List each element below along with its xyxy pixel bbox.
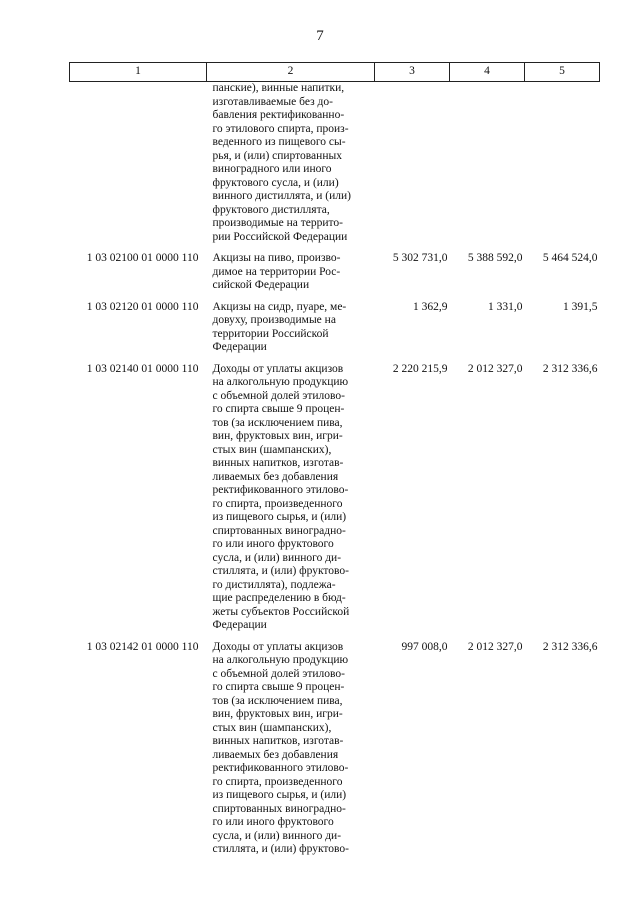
row-code: 1 03 02120 01 0000 110	[86, 300, 199, 313]
table-row	[70, 301, 600, 355]
row-value-2: 2 012 327,0	[467, 640, 523, 653]
row-value-1: 997 008,0	[401, 640, 448, 653]
row-value-1: 5 302 731,0	[392, 252, 448, 264]
table-row	[70, 363, 600, 633]
row-value-2: 2 012 327,0	[467, 362, 523, 375]
budget-revenue-table	[69, 62, 600, 857]
row-value-3: 2 312 336,6	[542, 362, 598, 375]
row-value-1: 2 220 215,9	[392, 362, 448, 375]
row-code: 1 03 02100 01 0000 110	[86, 252, 199, 264]
row-value-3: 2 312 336,6	[542, 640, 598, 653]
column-header: 5	[525, 63, 600, 82]
row-name: Доходы от уплаты акцизов на алкогольную продукцию с объемной долей этилово- го спирта свыше 9 процен- тов (за исключением пива, вин, фруктовых вин, игри- стых вин (шампанских), винных напитков, изготав- ливаемых без добавления ректификованного этилово- го спирта, произведенного из пищевого сырья, и (или) спиртованных виноградно- го или иного фруктового сусла, и (или) винного ди- стиллята, и (или) фруктово- го дистиллята), подлежа- щие распределению в бюд- жеты субъектов Российской Федерации	[212, 362, 350, 631]
table-row-continuation	[70, 82, 600, 245]
row-value-2: 5 388 592,0	[467, 252, 523, 264]
column-header: 2	[207, 63, 375, 82]
page-number: 7	[316, 28, 324, 44]
row-value-2: 1 331,0	[488, 300, 523, 313]
row-name: Акцизы на сидр, пуаре, ме- довуху, производимые на территории Российской Федерации	[212, 300, 347, 353]
row-name: Доходы от уплаты акцизов на алкогольную продукцию с объемной долей этилово- го спирта свыше 9 процен- тов (за исключением пива, вин, фруктовых вин, игри- стых вин (шампанских), винных напитков, изготав- ливаемых без добавления ректификованного этилово- го спирта, произведенного из пищевого сырья, и (или) спиртованных виноградно- го или иного фруктового сусла, и (или) винного ди- стиллята, и (или) фруктово-	[212, 640, 349, 855]
column-header: 1	[70, 63, 207, 82]
row-value-1: 1 362,9	[413, 300, 448, 313]
row-code: 1 03 02142 01 0000 110	[86, 640, 199, 653]
column-header: 4	[450, 63, 525, 82]
table-row	[70, 641, 600, 857]
row-name: панские), винные напитки, изготавливаемые без до- бавления ректификованно- го этилового спирта, произ- веденного из пищевого сы- рья, и (или) спиртованных виноградного или иного фруктового сусла, и (или) винного дистиллята, и (или) фруктового дистиллята, производимые на террито- рии Российской Федерации	[212, 82, 352, 243]
row-name: Акцизы на пиво, произво- димое на территории Рос- сийской Федерации	[212, 252, 341, 291]
row-value-3: 5 464 524,0	[542, 252, 598, 264]
table-row	[70, 252, 600, 293]
column-header: 3	[375, 63, 450, 82]
table-header-row	[70, 63, 600, 82]
row-code: 1 03 02140 01 0000 110	[86, 362, 199, 375]
row-value-3: 1 391,5	[563, 300, 598, 313]
